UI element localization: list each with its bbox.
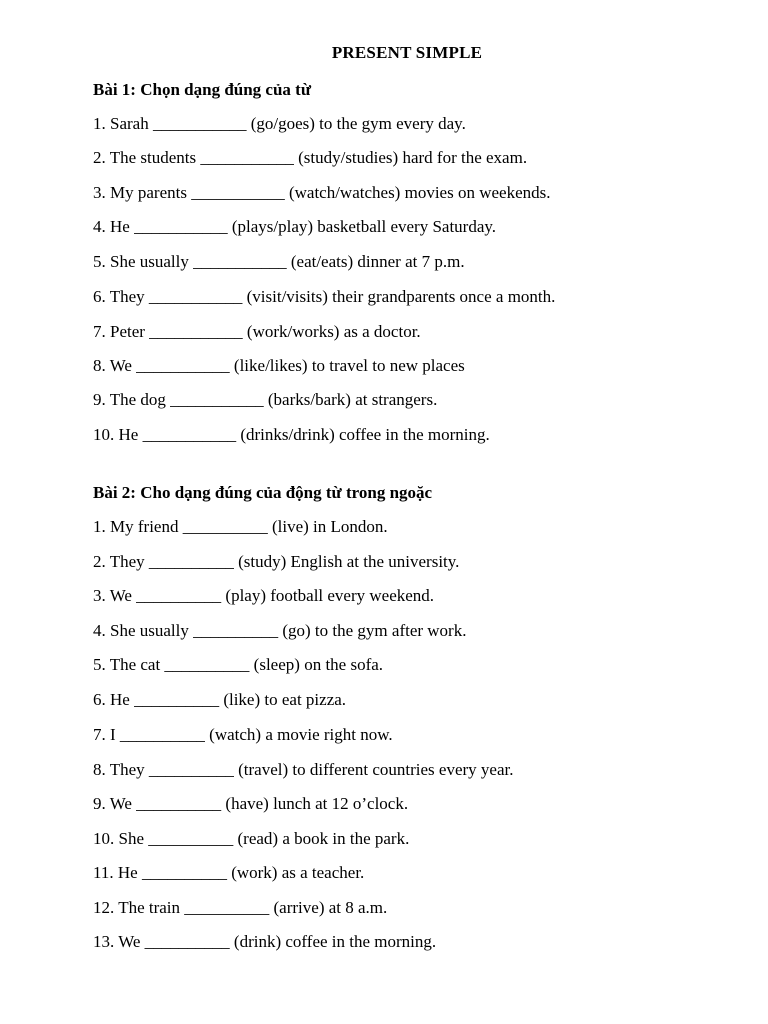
exercise-2-item-4: 4. She usually __________ (go) to the gym after work. [93,621,467,640]
exercise-1-item-9: 9. The dog ___________ (barks/bark) at strangers. [93,390,438,409]
exercise-1-item-2: 2. The students ___________ (study/studies) hard for the exam. [93,148,528,167]
exercise-1-item-3: 3. My parents ___________ (watch/watches) movies on weekends. [93,183,551,202]
exercise-1-item-5: 5. She usually ___________ (eat/eats) dinner at 7 p.m. [93,252,465,271]
exercise-1-item-1: 1. Sarah ___________ (go/goes) to the gym every day. [93,114,466,133]
exercise-2-item-10: 10. She __________ (read) a book in the park. [93,829,410,848]
page-title: PRESENT SIMPLE [331,43,483,62]
exercise-2-item-1: 1. My friend __________ (live) in London. [93,517,388,536]
exercise-1-item-7: 7. Peter ___________ (work/works) as a doctor. [93,322,421,341]
exercise-2-item-6: 6. He __________ (like) to eat pizza. [93,690,347,709]
exercise-2-item-5: 5. The cat __________ (sleep) on the sofa. [93,655,384,674]
exercise-2-item-9: 9. We __________ (have) lunch at 12 o’clock. [93,794,409,813]
exercise-2-item-8: 8. They __________ (travel) to different countries every year. [93,760,514,779]
exercise-1-item-6: 6. They ___________ (visit/visits) their grandparents once a month. [93,287,556,306]
exercise-1-item-4: 4. He ___________ (plays/play) basketball every Saturday. [93,217,497,236]
exercise-2-item-11: 11. He __________ (work) as a teacher. [93,863,365,882]
exercise-1-item-10: 10. He ___________ (drinks/drink) coffee in the morning. [93,425,490,444]
exercise-2-item-2: 2. They __________ (study) English at the university. [93,552,460,571]
exercise-2-item-12: 12. The train __________ (arrive) at 8 a.m. [93,898,388,917]
exercise-2-item-3: 3. We __________ (play) football every weekend. [93,586,435,605]
exercise-2-item-7: 7. I __________ (watch) a movie right now. [93,725,393,744]
exercise-2-heading: Bài 2: Cho dạng đúng của động từ trong ngoặc [93,483,433,502]
exercise-2-item-13: 13. We __________ (drink) coffee in the morning. [93,932,437,951]
exercise-1-item-8: 8. We ___________ (like/likes) to travel to new places [93,356,465,375]
exercise-1-heading: Bài 1: Chọn dạng đúng của từ [93,80,312,99]
